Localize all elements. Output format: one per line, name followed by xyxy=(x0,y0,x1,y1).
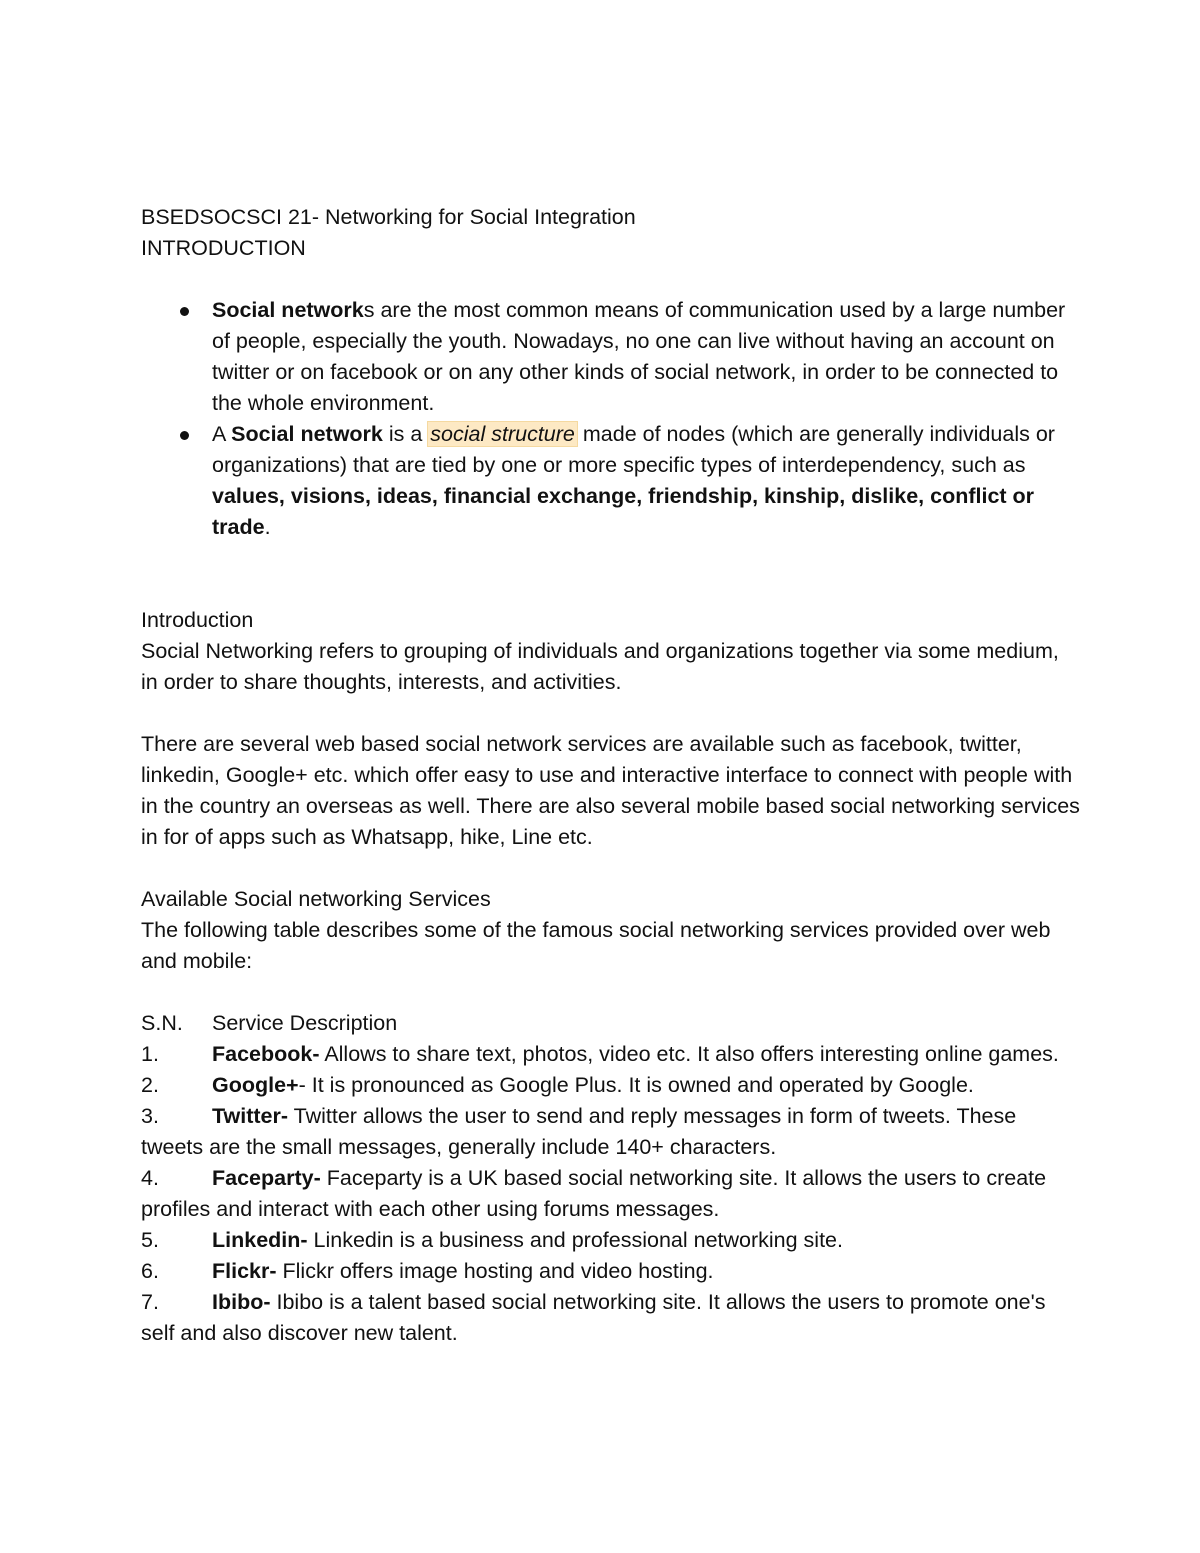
service-number: 7. xyxy=(141,1290,159,1314)
document-body xyxy=(141,202,1081,1349)
service-row xyxy=(141,1225,1081,1256)
service-number: 4. xyxy=(141,1166,159,1190)
bullet-text: s are the most common means of communication used by a large number of people, especially the youth. Nowadays, no one can live without having an account on twitter or on facebook or on any other kinds of social network, in order to be connected to the whole environment. xyxy=(212,298,1066,415)
bold-term: Social network xyxy=(231,422,383,446)
bullet-item xyxy=(141,295,1081,419)
course-title: BSEDSOCSCI 21- Networking for Social Integration xyxy=(141,205,636,229)
bullet-prefix: A xyxy=(212,422,232,446)
section-title: INTRODUCTION xyxy=(141,236,306,260)
bullet-text: made of nodes (which are generally individuals or organizations) that are tied by one or more specific types of interdependency, such as xyxy=(212,422,1055,477)
services-list xyxy=(141,1039,1081,1349)
service-name: Twitter- xyxy=(212,1104,289,1128)
service-row xyxy=(141,1163,1081,1225)
service-desc: - It is pronounced as Google Plus. It is owned and operated by Google. xyxy=(298,1073,974,1097)
service-number: 3. xyxy=(141,1104,159,1128)
services-heading: Available Social networking Services xyxy=(141,887,491,911)
bullet-dot-icon xyxy=(180,307,189,316)
service-desc: Faceparty is a UK based social networking site. It allows the users to create profiles and interact with each other using forums messages. xyxy=(141,1166,1047,1221)
service-desc: Twitter allows the user to send and reply messages in form of tweets. These tweets are the small messages, generally include 140+ characters. xyxy=(141,1104,1017,1159)
bullet-end: . xyxy=(264,515,271,539)
bullet-list xyxy=(141,295,1081,543)
service-name: Facebook- xyxy=(212,1042,320,1066)
service-name: Ibibo- xyxy=(212,1290,271,1314)
service-number: 5. xyxy=(141,1228,159,1252)
service-desc: Allows to share text, photos, video etc. It also offers interesting online games. xyxy=(319,1042,1059,1066)
service-row xyxy=(141,1039,1081,1070)
service-name: Google+ xyxy=(212,1073,299,1097)
service-name: Faceparty- xyxy=(212,1166,321,1190)
service-desc: Ibibo is a talent based social networking site. It allows the users to promote one's self and also discover new talent. xyxy=(141,1290,1046,1345)
service-number: 6. xyxy=(141,1259,159,1283)
service-desc: Linkedin is a business and professional networking site. xyxy=(307,1228,843,1252)
column-header-description: Service Description xyxy=(212,1011,398,1035)
bold-term: Social network xyxy=(212,298,364,322)
services-description: The following table describes some of the famous social networking services provided over web and mobile: xyxy=(141,918,1051,973)
bullet-item xyxy=(141,419,1081,543)
bold-list: values, visions, ideas, financial exchange, friendship, kinship, dislike, conflict or trade xyxy=(212,484,1035,539)
service-desc: Flickr offers image hosting and video hosting. xyxy=(276,1259,714,1283)
column-header-sn: S.N. xyxy=(141,1011,183,1035)
service-row xyxy=(141,1256,1081,1287)
service-row xyxy=(141,1070,1081,1101)
intro-heading: Introduction xyxy=(141,608,254,632)
service-name: Flickr- xyxy=(212,1259,277,1283)
services-table-header xyxy=(141,1008,1081,1039)
highlighted-link[interactable]: social structure xyxy=(430,422,575,446)
bullet-dot-icon xyxy=(180,431,189,440)
bullet-text: is a xyxy=(382,422,429,446)
service-number: 2. xyxy=(141,1073,159,1097)
service-row xyxy=(141,1287,1081,1349)
intro-paragraph: There are several web based social network services are available such as facebook, twitter, linkedin, Google+ etc. which offer easy to use and interactive interface to connect with people with in the country an overseas as well. There are also several mobile based social networking services in for of apps such as Whatsapp, hike, Line etc. xyxy=(141,732,1080,849)
service-row xyxy=(141,1101,1081,1163)
service-name: Linkedin- xyxy=(212,1228,308,1252)
service-number: 1. xyxy=(141,1042,159,1066)
intro-paragraph: Social Networking refers to grouping of individuals and organizations together via some medium, in order to share thoughts, interests, and activities. xyxy=(141,639,1059,694)
